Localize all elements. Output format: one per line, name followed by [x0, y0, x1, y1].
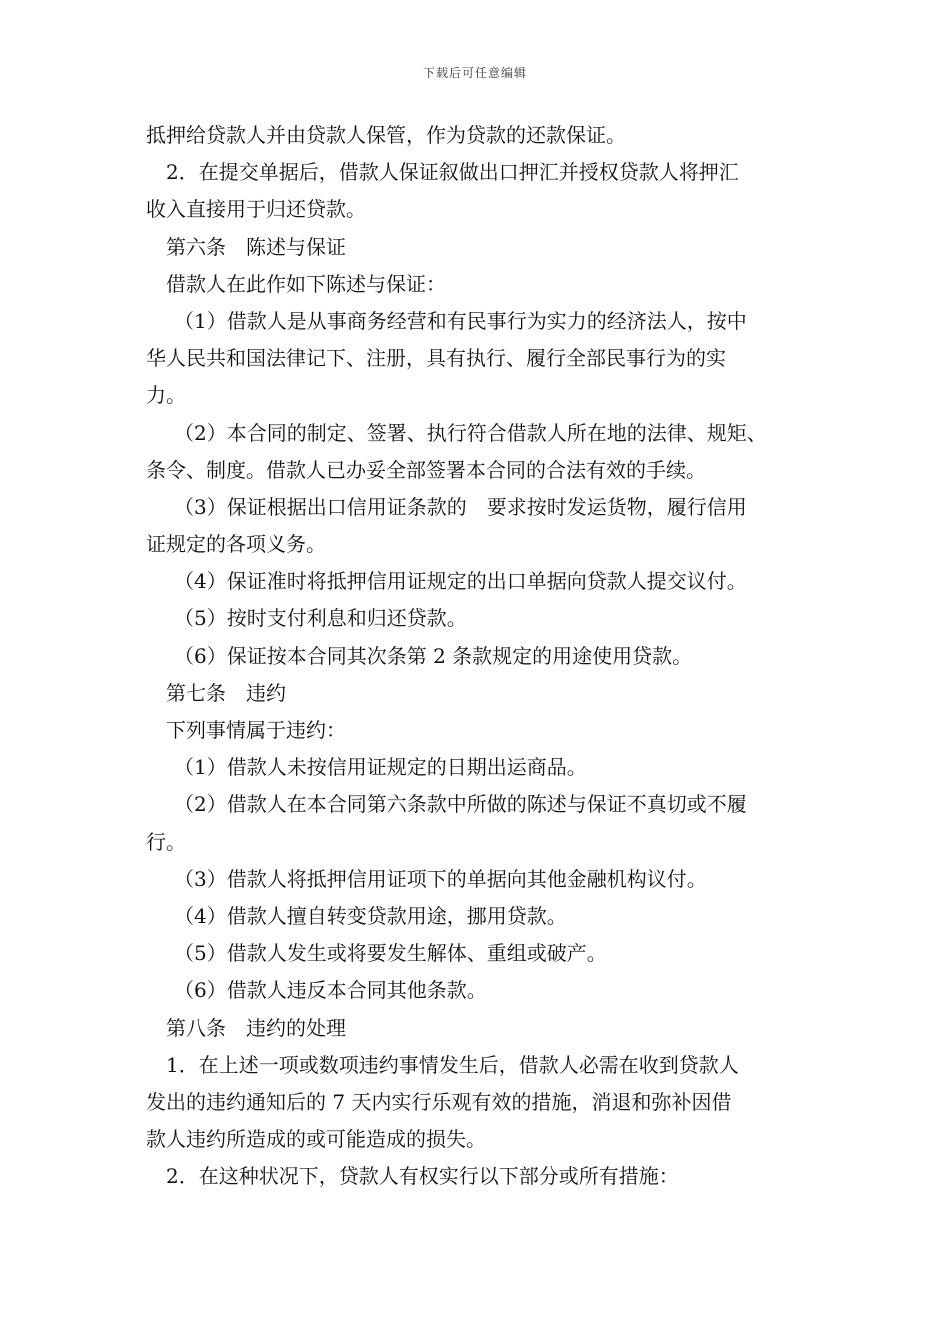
text-line: （2）借款人在本合同第六条款中所做的陈述与保证不真切或不履 — [174, 792, 747, 817]
text-line: （4）保证准时将抵押信用证规定的出口单据向贷款人提交议付。 — [174, 569, 747, 594]
text-line: （1）借款人未按信用证规定的日期出运商品。 — [174, 755, 587, 780]
text-line: 2．在提交单据后，借款人保证叙做出口押汇并授权贷款人将押汇 — [166, 160, 739, 185]
section-heading: 第八条 违约的处理 — [166, 1015, 346, 1040]
text-line: 证规定的各项义务。 — [146, 532, 326, 557]
text-line: 款人违约所造成的或可能造成的损失。 — [146, 1127, 486, 1152]
text-line: 1．在上述一项或数项违约事情发生后，借款人必需在收到贷款人 — [166, 1052, 739, 1077]
text-line: 下列事情属于违约： — [166, 718, 346, 742]
text-line: 借款人在此作如下陈述与保证： — [166, 271, 446, 296]
text-line: （3）借款人将抵押信用证项下的单据向其他金融机构议付。 — [174, 866, 707, 891]
text-line: （1）借款人是从事商务经营和有民事行为实力的经济法人，按中 — [174, 308, 747, 333]
text-line: （4）借款人擅自转变贷款用途，挪用贷款。 — [174, 903, 567, 928]
text-line: （2）本合同的制定、签署、执行符合借款人所在地的法律、规矩、 — [174, 420, 767, 445]
text-line: 力。 — [146, 383, 186, 408]
text-line: （5）借款人发生或将要发生解体、重组或破产。 — [174, 941, 607, 966]
section-heading: 第七条 违约 — [166, 680, 286, 705]
text-line: （6）借款人违反本合同其他条款。 — [174, 978, 487, 1003]
text-line: （3）保证根据出口信用证条款的 要求按时发运货物，履行信用 — [174, 494, 747, 519]
page-header: 下载后可任意编辑 — [422, 66, 527, 80]
text-line: 华人民共和国法律记下、注册，具有执行、履行全部民事行为的实 — [146, 346, 726, 371]
section-heading: 第六条 陈述与保证 — [166, 234, 346, 259]
text-line: 行。 — [146, 829, 186, 854]
text-line: 条令、制度。借款人已办妥全部签署本合同的合法有效的手续。 — [146, 457, 706, 482]
text-line: （6）保证按本合同其次条第 2 条款规定的用途使用贷款。 — [174, 643, 693, 668]
document-body — [146, 117, 811, 1195]
text-line: 2．在这种状况下，贷款人有权实行以下部分或所有措施： — [166, 1164, 679, 1189]
text-line: 抵押给贷款人并由贷款人保管，作为贷款的还款保证。 — [146, 123, 626, 147]
text-line: 发出的违约通知后的 7 天内实行乐观有效的措施，消退和弥补因借 — [146, 1089, 732, 1114]
text-line: 收入直接用于归还贷款。 — [146, 197, 366, 222]
text-line: （5）按时支付利息和归还贷款。 — [174, 606, 467, 631]
